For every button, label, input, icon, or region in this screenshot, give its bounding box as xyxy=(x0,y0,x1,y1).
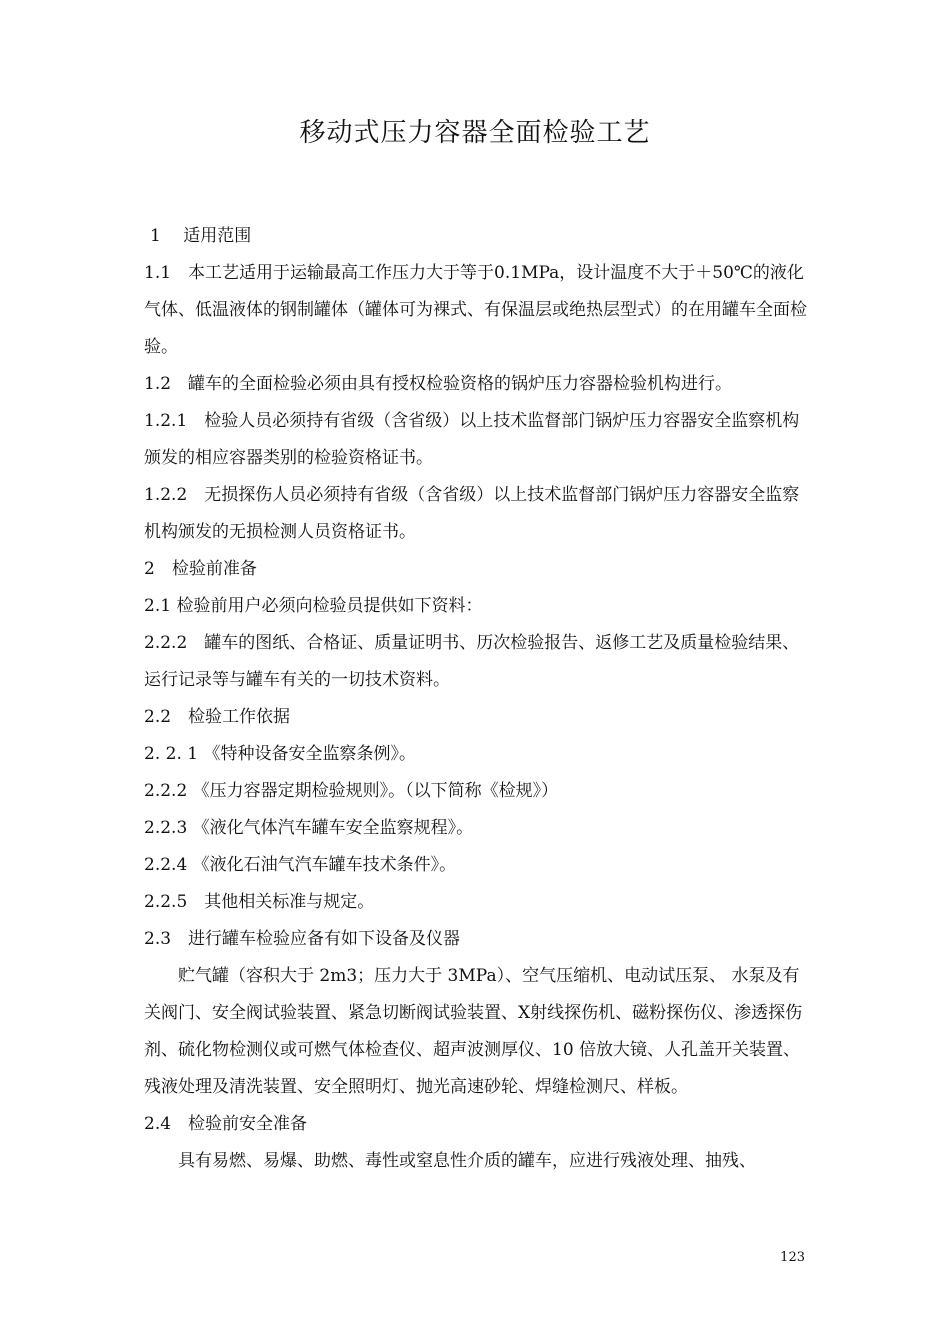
paragraph: 2.2.4 《液化石油气汽车罐车技术条件》。 xyxy=(144,855,457,875)
paragraph: 1.1 本工艺适用于运输最高工作压力大于等于0.1MPa，设计温度不大于＋50℃的液化气体、低温液体的钢制罐体（罐体可为裸式、有保温层或绝热层型式）的在用罐车全面检验。 xyxy=(144,263,807,357)
paragraph: 1.2 罐车的全面检验必须由具有授权检验资格的锅炉压力容器检验机构进行。 xyxy=(144,374,733,394)
page-title: 移动式压力容器全面检验工艺 xyxy=(299,118,651,148)
section-heading: 2.2 检验工作依据 xyxy=(144,707,291,727)
paragraph: 1.2.1 检验人员必须持有省级（含省级）以上技术监督部门锅炉压力容器安全监察机构颁发的相应容器类别的检验资格证书。 xyxy=(144,411,800,468)
document-body xyxy=(144,218,810,1180)
section-heading: 2.4 检验前安全准备 xyxy=(144,1114,308,1134)
section-heading: 2 检验前准备 xyxy=(144,559,257,579)
paragraph: 1.2.2 无损探伤人员必须持有省级（含省级）以上技术监督部门锅炉压力容器安全监察机构颁发的无损检测人员资格证书。 xyxy=(144,485,800,542)
paragraph: 2. 2. 1 《特种设备安全监察条例》。 xyxy=(144,744,416,764)
page-number: 123 xyxy=(780,1250,805,1265)
paragraph: 2.2.2 罐车的图纸、合格证、质量证明书、历次检验报告、返修工艺及质量检验结果、运行记录等与罐车有关的一切技术资料。 xyxy=(144,633,800,690)
paragraph: 2.2.5 其他相关标准与规定。 xyxy=(144,892,375,912)
section-heading: 2.3 进行罐车检验应备有如下设备及仪器 xyxy=(144,929,461,949)
paragraph: 2.2.2 《压力容器定期检验规则》。（以下简称《检规》） xyxy=(144,781,559,801)
paragraph: 2.2.3 《液化气体汽车罐车安全监察规程》。 xyxy=(144,818,474,838)
paragraph: 贮气罐（容积大于 2m3；压力大于 3MPa）、空气压缩机、电动试压泵、 水泵及有关阀门、安全阀试验装置、紧急切断阀试验装置、X射线探伤机、磁粉探伤仪、渗透探伤剂、硫化物检测仪或可燃气体检查仪、超声波测厚仪、10 倍放大镜、人孔盖开关装置、残液处理及清洗装置、安全照明灯、抛光高速砂轮、焊缝检测尺、样板。 xyxy=(144,966,803,1097)
paragraph: 2.1 检验前用户必须向检验员提供如下资料： xyxy=(144,596,483,616)
section-heading: 1 适用范围 xyxy=(150,226,252,246)
paragraph: 具有易燃、易爆、助燃、毒性或窒息性介质的罐车，应进行残液处理、抽残、 xyxy=(178,1151,756,1171)
